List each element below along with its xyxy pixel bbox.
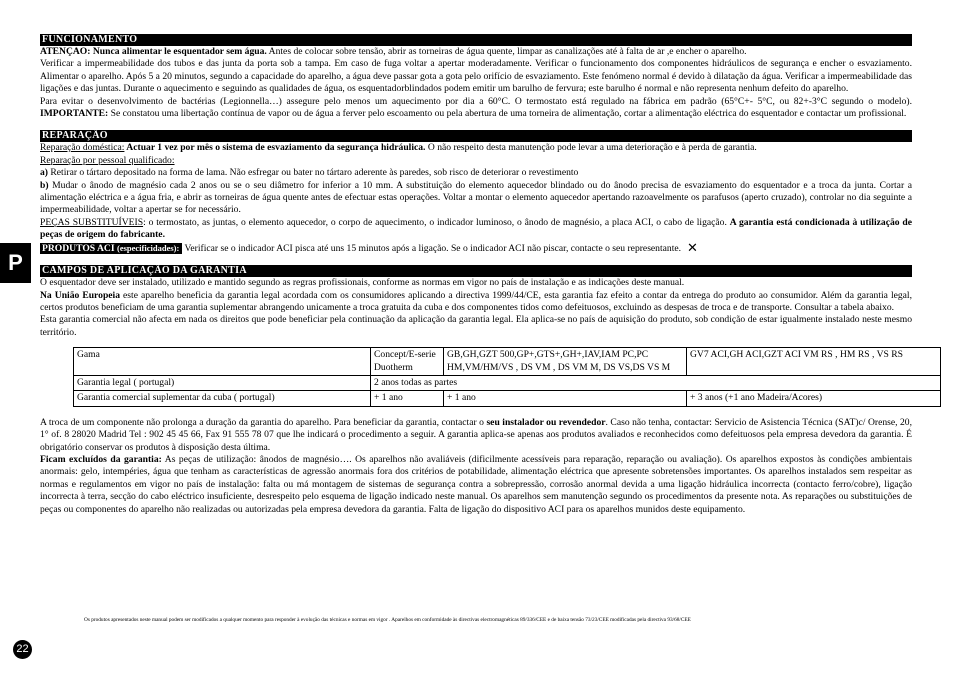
paragraph: Reparação doméstica: Actuar 1 vez por mês o sistema de esvaziamento da segurança hidráulica. O não respeito desta manutenção pode levar a uma deterioração e à perda de garantia. <box>40 142 757 154</box>
section-heading-funcionamento: FUNCIONAMENTO <box>40 34 912 46</box>
table-cell: + 1 ano <box>371 391 444 406</box>
paragraph: ATENÇAO: Nunca alimentar le esquentador sem água. Antes de colocar sobre tensão, abrir as torneiras de água quente, limpar as canalizações até à falta de ar ,e encher o aparelho. <box>40 46 747 57</box>
page-number: 22 <box>13 640 32 659</box>
section-heading-garantia: CAMPOS DE APLICAÇÃO DA GARANTIA <box>40 265 912 277</box>
table-cell: GV7 ACI,GH ACI,GZT ACI VM RS , HM RS , VS RS <box>687 348 941 376</box>
table-cell: Garantia comercial suplementar da cuba ( portugal) <box>74 391 371 406</box>
table-cell: GB,GH,GZT 500,GP+,GTS+,GH+,IAV,IAM PC,PC HM,VM/HM/VS , DS VM , DS VM M, DS VS,DS VS M <box>444 348 687 376</box>
paragraph: a) Retirar o tártaro depositado na forma de lama. Não esfregar ou bater no tártaro aderente às paredes, sob risco de deteriorar o revestimento <box>40 167 579 179</box>
paragraph: b) Mudar o ânodo de magnésio cada 2 anos ou se o seu diâmetro for inferior a 10 mm. A substituição do elemento aquecedor blindado ou do ânodo precisa de esvaziamento do esquentador e a troca da junta. Cortar a alimentação eléctrica e a água fria, e abrir as torneiras de água quente antes de efectuar estas operações. Voltar a montar o elemento aquecedor apertando razoavelmente os parafusos (aperto cruzado), controlar no dia seguinte a impermeabilidade, voltar a apertar se for necessário. <box>40 179 912 216</box>
table-row <box>74 348 941 376</box>
table-cell: Garantia legal ( portugal) <box>74 375 371 390</box>
table-cell: Gama <box>74 348 371 376</box>
paragraph: Esta garantia comercial não afecta em nada os direitos que pode beneficiar pela continuação da aplicação da garantia legal. Ela aplica-se no país de aquisição do produto, sob condição de estar igualmente instalado neste mesmo território. <box>40 314 912 338</box>
table-cell: + 3 anos (+1 ano Madeira/Acores) <box>687 391 941 406</box>
close-x-icon: ✕ <box>687 239 698 255</box>
aci-paragraph: PRODUTOS ACI (especificidades): Verificar se o indicador ACI pisca até uns 15 minutos após a ligação. Se o indicador ACI não piscar, contacte o seu representante. ✕ <box>42 239 698 255</box>
paragraph: Na União Europeia este aparelho beneficia da garantia legal acordada com os consumidores aplicando a directiva 1999/44/CE, esta garantia faz efeito a contar da entrega do produto ao consumidor. Além da garantia legal, certos produtos beneficiam de uma garantia suplementar abrangendo unicamente a troca gratuita da cuba e dos componentes tidos como defeituosos, excluindo as despesas de troca e de transporte. Consultar a tabela abaixo. <box>40 289 912 313</box>
table-row <box>74 391 941 406</box>
language-side-tab: P <box>0 243 31 283</box>
footnote: Os produtos apresentados neste manual podem ser modificados a qualquer momento para responder à evolução das técnicas e normas em vigor . Aparelhos em conformidade às directivas electromagnéticas 89/336/CEE e de baixa tensão 73/23/CEE modificadas pela directiva 93/68/CEE <box>84 617 691 623</box>
warranty-table <box>73 347 941 407</box>
paragraph: O esquentador deve ser instalado, utilizado e mantido segundo as regras profissionais, conforme as normas em vigor no país de instalação e as indicações deste manual. <box>40 277 685 289</box>
table-cell: Concept/E-serie Duotherm <box>371 348 444 376</box>
paragraph: PEÇAS SUBSTITUÍVEIS: o termostato, as juntas, o elemento aquecedor, o corpo de aquecimento, o indicador luminoso, o ânodo de magnésio, a placa ACI, o cabo de ligação. A garantia está condicionada à utilização de peças de origem do fabricante. <box>40 216 912 241</box>
paragraph: Reparação por pessoal qualificado: <box>40 154 175 166</box>
table-cell: + 1 ano <box>444 391 687 406</box>
paragraph: Para evitar o desenvolvimento de bactérias (Legionnella…) assegure pelo menos um aquecimento por dia a 60°C. O termostato está regulado na fábrica em padrão (65°C+- 5°C, ou 82+-3°C segundo o modelo). IMPORTANTE: Se constatou uma libertação contínua de vapor ou de água a ferver pelo escoamento ou pela abertura de uma torneira de alimentação, cortar a alimentação eléctrica do esquentador e contactar um profissional. <box>40 95 912 120</box>
table-cell: 2 anos todas as partes <box>371 375 941 390</box>
aci-label: PRODUTOS ACI (especificidades): <box>40 243 182 254</box>
document-page <box>40 34 912 516</box>
section-heading-reparacao: REPARAÇÃO <box>40 130 912 142</box>
paragraph: Ficam excluídos da garantia: As peças de utilização: ânodos de magnésio…. Os aparelhos não avaliáveis (dificilmente acessíveis para reparação, reparação ou avaliação). Os aparelhos expostos às condições ambientais anormais: gelo, intempéries, água que tenham as características de agressão anormais fora dos critérios de potabilidade, alimentação eléctrica que apresente sobretensões importantes. Os aparelhos instalados sem respeitar as normas e regulamentos em vigor no país de instalação: falta ou má montagem de sistemas de segurança contra a sobrepressão, corrosão anormal devida a uma ligação hidráulica incorrecta (contacto ferro/cobre), ligação incorrecta à terra, secção do cabo eléctrico insuficiente, desrespeito pelo esquema de ligação indicado neste manual. Os aparelhos sem manutenção segundo os procedimentos da presente nota. As reparações ou substituições de peças ou componentes do aparelho não realizadas ou autorizadas pela empresa devedora da garantia. Falta de ligação do dispositivo ACI para os aparelhos munidos deste equipamento. <box>40 453 912 515</box>
paragraph: A troca de um componente não prolonga a duração da garantia do aparelho. Para beneficiar da garantia, contactar o seu instalador ou revendedor. Caso não tenha, contactar: Servicio de Asistencia Técnica (SAT)c/ Orense, 20, 1° of. 8 28020 Madrid Tel : 902 45 45 66, Fax 91 555 78 07 que lhe indicará o procedimento a seguir. A garantia aplica-se apenas aos produtos avaliados e reconhecidos como defeituosos pela empresa devedora da garantia. É obrigatório conservar os produtos à disposição desta última. <box>40 416 913 453</box>
paragraph: Verificar a impermeabilidade dos tubos e das junta da porta sob a tampa. Em caso de fuga voltar a apertar moderadamente. Verificar o funcionamento dos componentes hidráulicos de segurança e encher o esvaziamento. Alimentar o aparelho. Após 5 a 20 minutos, segundo a capacidade do aparelho, a água deve passar gota a gota pelo orifício de esvaziamento. Este fenómeno normal é devido à dilatação da água. Verificar a impermeabilidade das ligações e das juntas. Durante o aquecimento e seguindo as qualidades de água, os esquentadorblindados podem emitir um barulho de fervura; este barulho é normal e não representa nenhum defeito do aparelho. <box>40 58 912 95</box>
table-row <box>74 375 941 390</box>
